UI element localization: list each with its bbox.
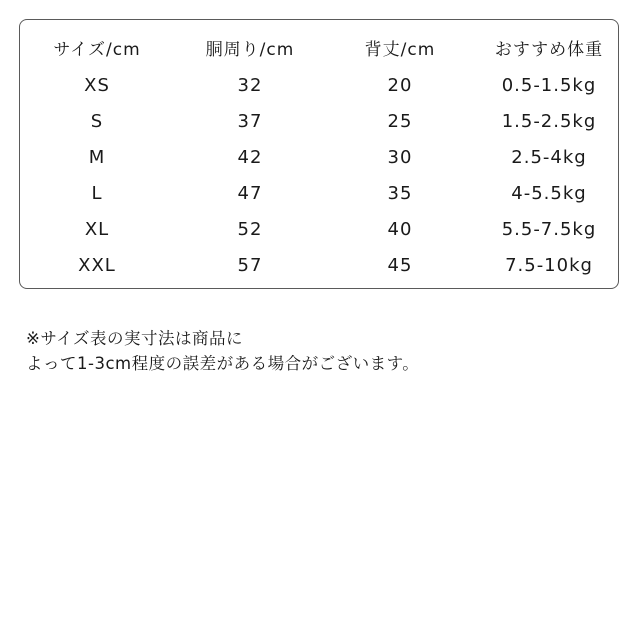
length-cell: 20	[387, 75, 413, 96]
size-cell: L	[91, 183, 103, 204]
table-row	[20, 215, 618, 245]
length-cell: 45	[387, 255, 413, 276]
table-row	[20, 143, 618, 173]
weight-cell: 0.5-1.5kg	[501, 75, 597, 96]
chest-cell: 37	[237, 111, 263, 132]
weight-cell: 1.5-2.5kg	[501, 111, 597, 132]
table-row	[20, 251, 618, 281]
length-cell: 40	[387, 219, 413, 240]
header-size: サイズ/cm	[53, 40, 141, 60]
header-length: 背丈/cm	[364, 40, 436, 60]
size-table	[19, 19, 619, 289]
chest-cell: 32	[237, 75, 263, 96]
size-cell: M	[88, 147, 106, 168]
chest-cell: 42	[237, 147, 263, 168]
table-header-row	[20, 35, 618, 65]
weight-cell: 2.5-4kg	[511, 147, 587, 168]
weight-cell: 7.5-10kg	[505, 255, 593, 276]
size-cell: XXL	[78, 255, 116, 276]
size-cell: XS	[84, 75, 110, 96]
length-cell: 30	[387, 147, 413, 168]
chest-cell: 52	[237, 219, 263, 240]
length-cell: 35	[387, 183, 413, 204]
note-line-1: ※サイズ表の実寸法は商品に	[26, 329, 244, 348]
weight-cell: 4-5.5kg	[511, 183, 587, 204]
measurement-note	[26, 326, 419, 376]
header-chest: 胴周り/cm	[205, 40, 295, 60]
size-cell: XL	[84, 219, 110, 240]
note-line-2: よって1-3cm程度の誤差がある場合がございます。	[26, 354, 420, 373]
chest-cell: 47	[237, 183, 263, 204]
chest-cell: 57	[237, 255, 263, 276]
table-row	[20, 71, 618, 101]
length-cell: 25	[387, 111, 413, 132]
size-cell: S	[90, 111, 104, 132]
table-row	[20, 107, 618, 137]
table-row	[20, 179, 618, 209]
weight-cell: 5.5-7.5kg	[501, 219, 597, 240]
header-weight: おすすめ体重	[494, 40, 604, 60]
